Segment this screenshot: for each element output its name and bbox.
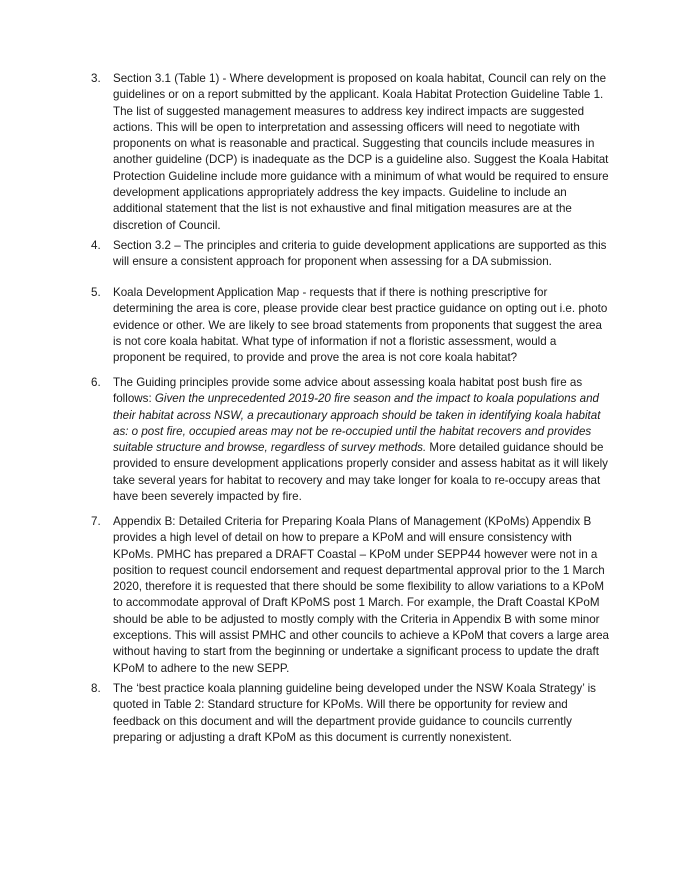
list-item-number: 5. — [91, 286, 101, 299]
list-item — [91, 375, 611, 505]
list-item — [91, 71, 611, 234]
list-item-number: 4. — [91, 239, 101, 252]
list-item-text: Koala Development Application Map - requests that if there is nothing prescriptive for determining the area is core, please provide clear best practice guidance on opting out i.e. photo evidence or other. We are likely to see broad statements from proponents that suggest the area is not core koala habitat. What type of information if not a floristic assessment, would a proponent be required, to provide and prove the area is not core koala habitat? — [113, 286, 608, 365]
list-item — [91, 681, 611, 746]
list-item — [91, 514, 611, 677]
list-item-text — [113, 375, 611, 505]
list-item — [91, 285, 611, 366]
list-item-text: Appendix B: Detailed Criteria for Preparing Koala Plans of Management (KPoMs) Appendix B provides a high level of detail on how to prepare a KPoM and will ensure consistency with KPoMs. PMHC has prepared a DRAFT Coastal – KPoM under SEPP44 however were not in a position to request council endorsement and request departmental approval prior to the 1 March 2020, therefore it is requested that there should be some flexibility to allow variations to a KPoM to accommodate approval of Draft KPoMS post 1 March. For example, the Draft Coastal KPoM should be able to be adjusted to mostly comply with the Criteria in Appendix B with some minor exceptions. This will assist PMHC and other councils to achieve a KPoM that covers a large area without having to start from the beginning or undertake a significant process to update the draft KPoM to adhere to the new SEPP. — [113, 515, 609, 675]
list-item-number: 3. — [91, 72, 101, 85]
list-item-text: Section 3.1 (Table 1) - Where development is proposed on koala habitat, Council can rely on the guidelines or on a report submitted by the applicant. Koala Habitat Protection Guideline Table 1. The list of suggested management measures to address key indirect impacts are suggested actions. This will be open to interpretation and assessing officers will need to negotiate with proponents on what is reasonable and practical. Suggesting that councils include measures in another guideline (DCP) is inadequate as the DCP is a guideline also. Suggest the Koala Habitat Protection Guideline include more guidance with a minimum of what would be required to ensure development applications appropriately address the key impacts. Guideline to include an additional statement that the list is not exhaustive and final mitigation measures are at the discretion of Council. — [113, 72, 609, 232]
list-item-number: 6. — [91, 376, 101, 389]
list-item-text: Section 3.2 – The principles and criteria to guide development applications are supported as this will ensure a consistent approach for proponent when assessing for a DA submission. — [113, 239, 607, 269]
list-item — [91, 238, 611, 271]
quoted-guideline-text: Given the unprecedented 2019-20 fire season and the impact to koala populations and their habitat across NSW, a precautionary approach should be taken in identifying koala habitat as: o post fire, occupied areas may not be re-occupied until the habitat recovers and provides suitable structure and browse, regardless of survey methods. — [113, 392, 601, 455]
text-regular: The Guiding principles provide some advice about assessing koala habitat post bush fire as follows: — [113, 376, 583, 406]
list-item-number: 8. — [91, 682, 101, 695]
text-regular: More detailed guidance should be provided to ensure development applications properly consider and assess habitat as it will likely take several years for habitat to recovery and may take longer for koala to re-occupy areas that have been severely impacted by fire. — [113, 441, 608, 504]
list-item-number: 7. — [91, 515, 101, 528]
list-item-text: The ‘best practice koala planning guideline being developed under the NSW Koala Strategy’ is quoted in Table 2: Standard structure for KPoMs. Will there be opportunity for review and feedback on this document and will the department provide guidance to councils currently preparing or adjusting a draft KPoM as this document is currently nonexistent. — [113, 682, 596, 744]
